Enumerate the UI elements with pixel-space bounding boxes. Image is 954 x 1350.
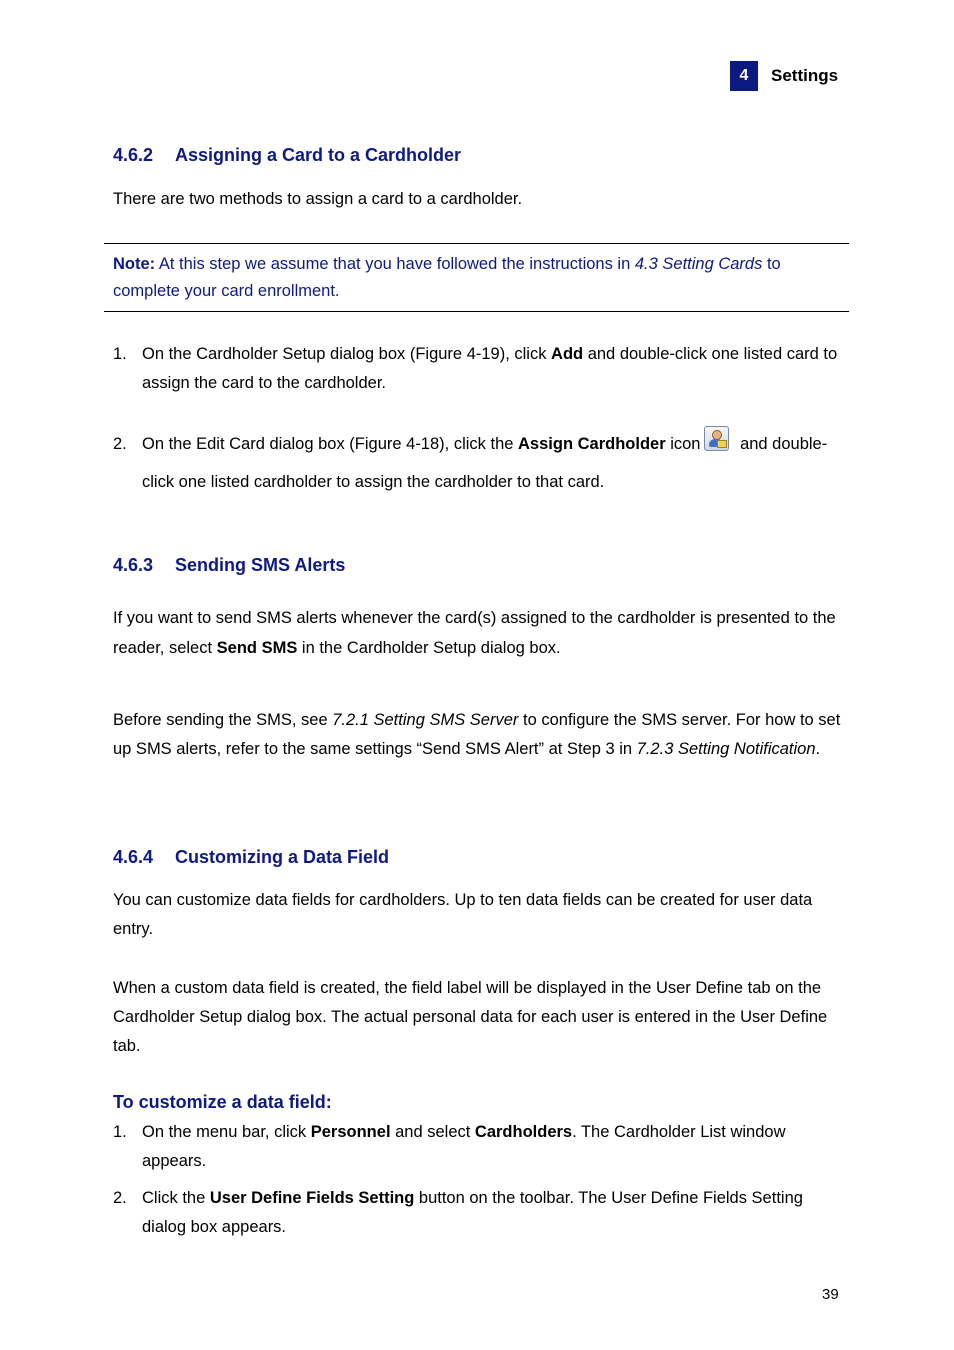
list-index: 1. [113,1123,127,1141]
note-top-rule [104,243,849,244]
paragraph: Before sending the SMS, see 7.2.1 Setting SMS Server to configure the SMS server. For how to set up SMS alerts, refer to the same settings “Send SMS Alert” at Step 3 in 7.2.3 Setting Notification. [113,711,841,758]
note-bottom-rule [104,311,849,312]
paragraph: When a custom data field is created, the field label will be displayed in the User Define tab on the Cardholder Setup dialog box. The actual personal data for each user is entered in the User Define tab. [113,979,828,1055]
page-number: 39 [822,1286,839,1303]
section-title: Assigning a Card to a Cardholder [175,145,462,165]
note-box [113,251,843,305]
chapter-number-badge: 4 [730,61,758,91]
list-text: On the Edit Card dialog box (Figure 4-18), click the Assign Cardholder icon and double-click one listed cardholder to assign the cardholder to that card. [142,425,843,501]
paragraph: If you want to send SMS alerts whenever the card(s) assigned to the cardholder is presented to the reader, select Send SMS in the Cardholder Setup dialog box. [113,609,836,657]
list-index: 2. [113,435,127,453]
section-heading-4-6-2 [113,145,461,166]
note-reference: 4.3 Setting Cards [634,255,763,273]
note-label: Note: [113,255,156,273]
assign-cardholder-icon [704,426,729,451]
paragraph: You can customize data fields for cardholders. Up to ten data fields can be created for user data entry. [113,891,813,938]
section-heading-4-6-3 [113,555,345,576]
section-heading-4-6-4 [113,847,389,868]
section-number: 4.6.2 [113,145,154,165]
list-item [113,1118,843,1176]
note-text: to complete your card enrollment. [113,255,781,300]
list-index: 2. [113,1189,127,1207]
cross-reference: 7.2.1 Setting SMS Server [332,711,519,729]
note-text: At this step we assume that you have followed the instructions in [155,255,635,273]
chapter-title: Settings [771,66,839,85]
list-text: Click the User Define Fields Setting button on the toolbar. The User Define Fields Setting dialog box appears. [142,1189,803,1236]
section-title: Customizing a Data Field [175,847,390,867]
section-number: 4.6.4 [113,847,154,867]
list-text: On the menu bar, click Personnel and select Cardholders. The Cardholder List window appears. [142,1123,786,1170]
section-number: 4.6.3 [113,555,154,575]
list-index: 1. [113,345,127,363]
list-item [113,340,843,398]
section-intro: There are two methods to assign a card to a cardholder. [113,190,523,208]
cross-reference: 7.2.3 Setting Notification [636,740,816,758]
list-item [113,425,843,501]
procedure-title: To customize a data field: [113,1092,332,1112]
section-title: Sending SMS Alerts [175,555,346,575]
list-text: On the Cardholder Setup dialog box (Figure 4-19), click Add and double-click one listed card to assign the card to the cardholder. [142,345,838,392]
list-item [113,1184,843,1242]
